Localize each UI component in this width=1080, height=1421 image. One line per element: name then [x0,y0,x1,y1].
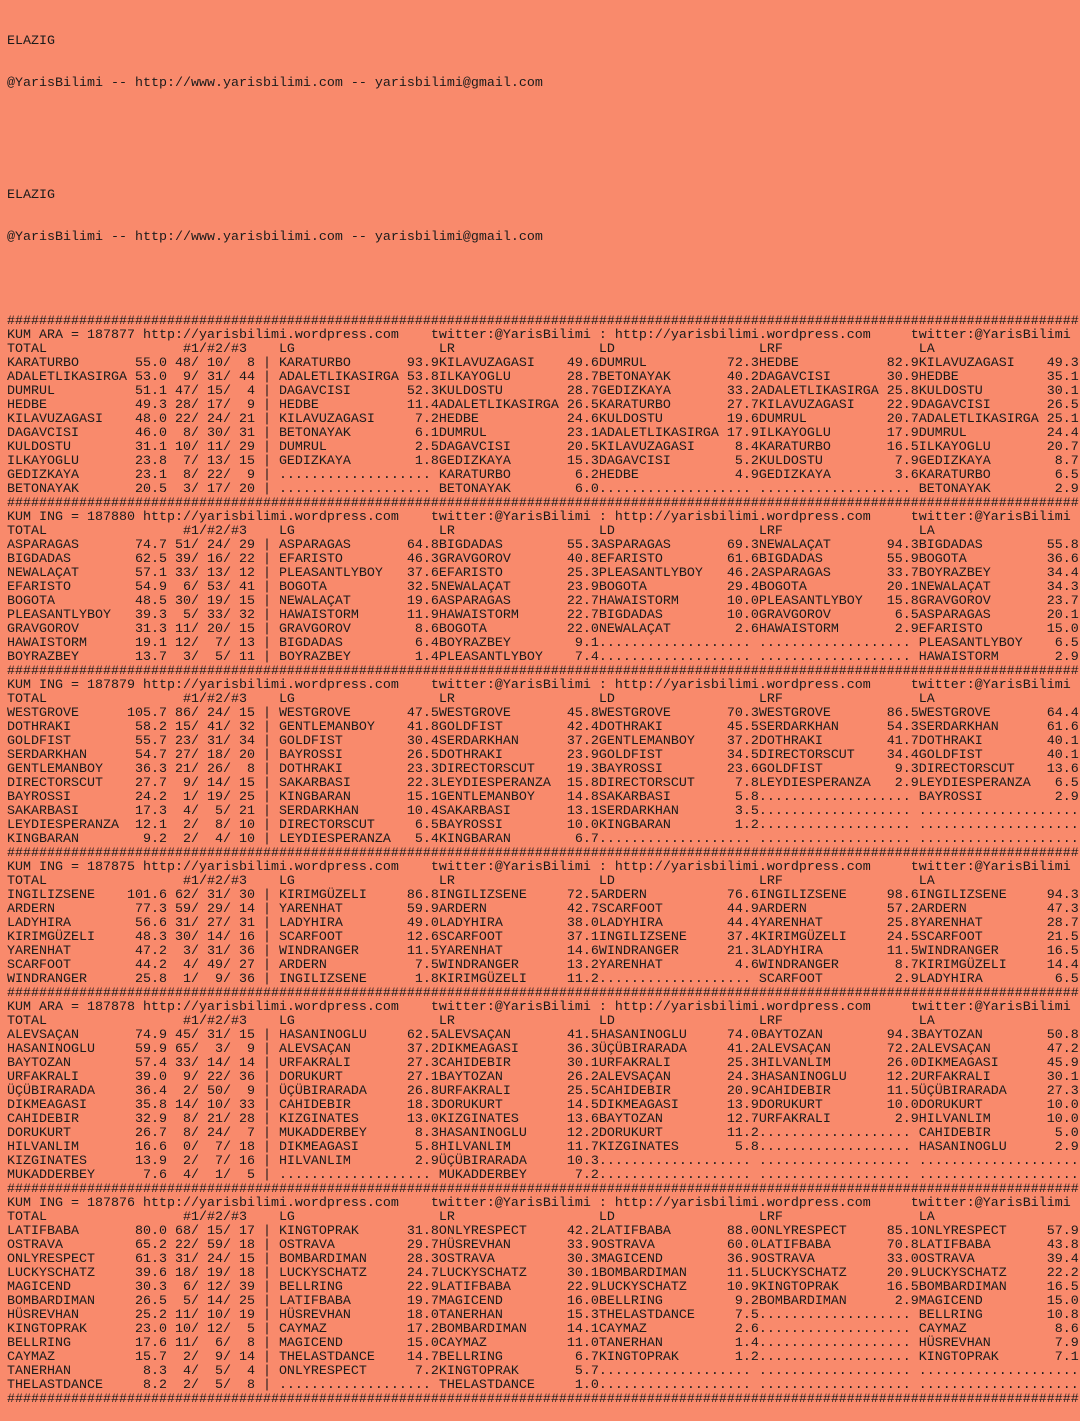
report-row: URFAKRALI 39.0 9/ 22/ 36 | DORUKURT 27.1BAYTOZAN 26.2ALEVSAÇAN 24.3HASANINOGLU 12.2URFAKRALI 30.1 [7,1070,1079,1085]
report-row: KIZGINATES 13.9 2/ 7/ 16 | HILVANLIM 2.9ÜÇÜBIRARADA 10.3................... ................... .................... [7,1154,1079,1169]
report-section [7,315,1080,497]
report-row: GRAVGOROV 31.3 11/ 20/ 15 | GRAVGOROV 8.6BOGOTA 22.0NEWALAÇAT 2.6HAWAISTORM 2.9EFARISTO 15.0 [7,622,1079,637]
report-row: DORUKURT 26.7 8/ 24/ 7 | MUKADDERBEY 8.3HASANINOGLU 12.2DORUKURT 11.2................... CAHIDEBIR 5.0 [7,1126,1079,1141]
report-row: DOTHRAKI 58.2 15/ 41/ 32 | GENTLEMANBOY 41.8GOLDFIST 42.4DOTHRAKI 45.5SERDARKHAN 54.3SERDARKHAN 61.6 [7,720,1079,735]
report-row: MAGICEND 30.3 6/ 12/ 39 | BELLRING 22.9LATIFBABA 22.9LUCKYSCHATZ 10.9KINGTOPRAK 16.5BOMBARDIMAN 16.5 [7,1280,1079,1295]
report-row: DUMRUL 51.1 47/ 15/ 4 | DAGAVCISI 52.3KULDOSTU 28.7GEDIZKAYA 33.2ADALETLIKASIRGA 25.8KULDOSTU 30.1 [7,384,1079,399]
report-row: BOGOTA 48.5 30/ 19/ 15 | NEWALAÇAT 19.6ASPARAGAS 22.7HAWAISTORM 10.0PLEASANTLYBOY 15.8GRAVGOROV 23.7 [7,594,1079,609]
track-name: ELAZIG [7,34,55,49]
section-column-headers: TOTAL #1/#2/#3 LG LR LD LRF LA [7,524,935,539]
report-section [7,497,1080,665]
report-section [7,665,1080,847]
report-row: BELLRING 17.6 11/ 6/ 8 | MAGICEND 15.0CAYMAZ 11.0TANERHAN 1.4................... HÜSREVHAN 7.9 [7,1336,1079,1351]
section-separator: ###################################################################################################################################### [7,846,1079,861]
report-row: MUKADDERBEY 7.6 4/ 1/ 5 | ................... MUKADDERBEY 7.2................... ................... .................... [7,1168,1079,1183]
section-separator: ###################################################################################################################################### [7,986,1079,1001]
report-row: DIKMEAGASI 35.8 14/ 10/ 33 | CAHIDEBIR 18.3DORUKURT 14.5DIKMEAGASI 13.9DORUKURT 10.0DORUKURT 10.0 [7,1098,1079,1113]
section-title: KUM ARA = 187878 http://yarisbilimi.wordpress.com twitter:@YarisBilimi : http://yarisbilimi.wordpress.com twitter:@YarisBilimi [7,1000,1071,1015]
report-row: ONLYRESPECT 61.3 31/ 24/ 15 | BOMBARDIMAN 28.3OSTRAVA 30.3MAGICEND 36.9OSTRAVA 33.0OSTRAVA 39.4 [7,1252,1079,1267]
report-row: BAYROSSI 24.2 1/ 19/ 25 | KINGBARAN 15.1GENTLEMANBOY 14.8SAKARBASI 5.8................... BAYROSSI 2.9 [7,790,1079,805]
report-section [7,847,1080,987]
track-name-repeat: ELAZIG [7,188,55,203]
report-row: LUCKYSCHATZ 39.6 18/ 19/ 18 | LUCKYSCHATZ 24.7LUCKYSCHATZ 30.1BOMBARDIMAN 11.5LUCKYSCHATZ 20.9LUCKYSCHATZ 22.2 [7,1266,1079,1281]
report-sections [7,315,1080,1407]
section-separator: ###################################################################################################################################### [7,1392,1079,1407]
report-row: ASPARAGAS 74.7 51/ 24/ 29 | ASPARAGAS 64.8BIGDADAS 55.3ASPARAGAS 69.3NEWALAÇAT 94.3BIGDADAS 55.8 [7,538,1079,553]
report-row: HEDBE 49.3 28/ 17/ 9 | HEDBE 11.4ADALETLIKASIRGA 26.5KARATURBO 27.7KILAVUZAGASI 22.9DAGAVCISI 26.5 [7,398,1079,413]
report-row: CAHIDEBIR 32.9 8/ 21/ 28 | KIZGINATES 13.0KIZGINATES 13.6BAYTOZAN 12.7URFAKRALI 2.9HILVANLIM 10.0 [7,1112,1079,1127]
report-row: HAWAISTORM 19.1 12/ 7/ 13 | BIGDADAS 6.4BOYRAZBEY 9.1................... ................... PLEASANTLYBOY 6.5 [7,636,1079,651]
terminal-report [7,7,1080,1407]
report-row: DIRECTORSCUT 27.7 9/ 14/ 15 | SAKARBASI 22.3LEYDIESPERANZA 15.8DIRECTORSCUT 7.8LEYDIESPERANZA 2.9LEYDIESPERANZA 6.5 [7,776,1079,791]
report-row: OSTRAVA 65.2 22/ 59/ 18 | OSTRAVA 29.7HÜSREVHAN 33.9OSTRAVA 60.0LATIFBABA 70.8LATIFBABA 43.8 [7,1238,1079,1253]
section-column-headers: TOTAL #1/#2/#3 LG LR LD LRF LA [7,692,935,707]
report-row: YARENHAT 47.2 3/ 31/ 36 | WINDRANGER 11.5YARENHAT 14.6WINDRANGER 21.3LADYHIRA 11.5WINDRANGER 16.5 [7,944,1079,959]
report-row: GENTLEMANBOY 36.3 21/ 26/ 8 | DOTHRAKI 23.3DIRECTORSCUT 19.3BAYROSSI 23.6GOLDFIST 9.3DIRECTORSCUT 13.6 [7,762,1079,777]
report-row: THELASTDANCE 8.2 2/ 5/ 8 | ................... THELASTDANCE 1.0................... ................... .................... [7,1378,1079,1393]
section-column-headers: TOTAL #1/#2/#3 LG LR LD LRF LA [7,874,935,889]
report-row: ALEVSAÇAN 74.9 45/ 31/ 15 | HASANINOGLU 62.5ALEVSAÇAN 41.5HASANINOGLU 74.0BAYTOZAN 94.3BAYTOZAN 50.8 [7,1028,1079,1043]
blank-line [7,273,1080,287]
report-row: BIGDADAS 62.5 39/ 16/ 22 | EFARISTO 46.3GRAVGOROV 40.8EFARISTO 61.6BIGDADAS 55.9BOGOTA 36.6 [7,552,1079,567]
report-row: KINGTOPRAK 23.0 10/ 12/ 5 | CAYMAZ 17.2BOMBARDIMAN 14.1CAYMAZ 2.6................... CAYMAZ 8.6 [7,1322,1079,1337]
report-row: TANERHAN 8.3 4/ 5/ 4 | ONLYRESPECT 7.2KINGTOPRAK 5.7................... ................... .................... [7,1364,1079,1379]
report-row: PLEASANTLYBOY 39.3 5/ 33/ 32 | HAWAISTORM 11.9HAWAISTORM 22.7BIGDADAS 10.0GRAVGOROV 6.5ASPARAGAS 20.1 [7,608,1079,623]
section-title: KUM ING = 187880 http://yarisbilimi.wordpress.com twitter:@YarisBilimi : http://yarisbilimi.wordpress.com twitter:@YarisBilimi [7,510,1071,525]
section-title: KUM ARA = 187877 http://yarisbilimi.wordpress.com twitter:@YarisBilimi : http://yarisbilimi.wordpress.com twitter:@YarisBilimi [7,328,1071,343]
report-row: LEYDIESPERANZA 12.1 2/ 8/ 10 | DIRECTORSCUT 6.5BAYROSSI 10.0KINGBARAN 1.2................... .................... [7,818,1079,833]
report-row: KILAVUZAGASI 48.0 22/ 24/ 21 | KILAVUZAGASI 7.2HEDBE 24.6KULDOSTU 19.6DUMRUL 20.7ADALETLIKASIRGA 25.1 [7,412,1079,427]
report-row: HILVANLIM 16.6 0/ 7/ 18 | DIKMEAGASI 5.8HILVANLIM 11.7KIZGINATES 5.8................... HASANINOGLU 2.9 [7,1140,1079,1155]
section-title: KUM ING = 187876 http://yarisbilimi.wordpress.com twitter:@YarisBilimi : http://yarisbilimi.wordpress.com twitter:@YarisBilimi [7,1196,1071,1211]
report-row: ADALETLIKASIRGA 53.0 9/ 31/ 44 | ADALETLIKASIRGA 53.8ILKAYOGLU 28.7BETONAYAK 40.2DAGAVCISI 30.9HEDBE 35.1 [7,370,1079,385]
report-row: ILKAYOGLU 23.8 7/ 13/ 15 | GEDIZKAYA 1.8GEDIZKAYA 15.3DAGAVCISI 5.2KULDOSTU 7.9GEDIZKAYA 8.7 [7,454,1079,469]
section-separator: ###################################################################################################################################### [7,314,1079,329]
report-row: BOMBARDIMAN 26.5 5/ 14/ 25 | LATIFBABA 19.7MAGICEND 16.0BELLRING 9.2BOMBARDIMAN 2.9MAGICEND 15.0 [7,1294,1079,1309]
report-row: KULDOSTU 31.1 10/ 11/ 29 | DUMRUL 2.5DAGAVCISI 20.5KILAVUZAGASI 8.4KARATURBO 16.5ILKAYOGLU 20.7 [7,440,1079,455]
report-row: HÜSREVHAN 25.2 11/ 10/ 19 | HÜSREVHAN 18.0TANERHAN 15.3THELASTDANCE 7.5................... BELLRING 10.8 [7,1308,1079,1323]
report-row: WESTGROVE 105.7 86/ 24/ 15 | WESTGROVE 47.5WESTGROVE 45.8WESTGROVE 70.3WESTGROVE 86.5WESTGROVE 64.4 [7,706,1079,721]
report-row: SCARFOOT 44.2 4/ 49/ 27 | ARDERN 7.5WINDRANGER 13.2YARENHAT 4.6WINDRANGER 8.7KIRIMGÜZELI 14.4 [7,958,1079,973]
section-title: KUM ING = 187879 http://yarisbilimi.wordpress.com twitter:@YarisBilimi : http://yarisbilimi.wordpress.com twitter:@YarisBilimi [7,678,1071,693]
report-row: BAYTOZAN 57.4 33/ 14/ 14 | URFAKRALI 27.3CAHIDEBIR 30.1URFAKRALI 25.3HILVANLIM 26.0DIKMEAGASI 45.9 [7,1056,1079,1071]
report-row: HASANINOGLU 59.9 65/ 3/ 9 | ALEVSAÇAN 37.2DIKMEAGASI 36.3ÜÇÜBIRARADA 41.2ALEVSAÇAN 72.2ALEVSAÇAN 47.2 [7,1042,1079,1057]
report-row: KINGBARAN 9.2 2/ 4/ 10 | LEYDIESPERANZA 5.4KINGBARAN 6.7................... ................... .................... [7,832,1079,847]
blank-lines [7,119,1080,161]
section-column-headers: TOTAL #1/#2/#3 LG LR LD LRF LA [7,1210,935,1225]
report-row: BETONAYAK 20.5 3/ 17/ 20 | ................... BETONAYAK 6.0................... ................... BETONAYAK 2.9 [7,482,1079,497]
report-row: LADYHIRA 56.6 31/ 27/ 31 | LADYHIRA 49.0LADYHIRA 38.0LADYHIRA 44.4YARENHAT 25.8YARENHAT 28.7 [7,916,1079,931]
report-row: WINDRANGER 25.8 1/ 9/ 36 | INGILIZSENE 1.8KIRIMGÜZELI 11.2................... SCARFOOT 2.9LADYHIRA 6.5 [7,972,1079,987]
report-row: INGILIZSENE 101.6 62/ 31/ 30 | KIRIMGÜZELI 86.8INGILIZSENE 72.5ARDERN 76.6INGILIZSENE 98.6INGILIZSENE 94.3 [7,888,1079,903]
section-separator: ###################################################################################################################################### [7,664,1079,679]
report-row: GEDIZKAYA 23.1 8/ 22/ 9 | ................... KARATURBO 6.2HEDBE 4.9GEDIZKAYA 3.6KARATURBO 6.5 [7,468,1079,483]
report-section [7,987,1080,1183]
section-column-headers: TOTAL #1/#2/#3 LG LR LD LRF LA [7,1014,935,1029]
section-separator: ###################################################################################################################################### [7,496,1079,511]
report-row: LATIFBABA 80.0 68/ 15/ 17 | KINGTOPRAK 31.8ONLYRESPECT 42.2LATIFBABA 88.0ONLYRESPECT 85.1ONLYRESPECT 57.9 [7,1224,1079,1239]
section-separator: ###################################################################################################################################### [7,1182,1079,1197]
section-column-headers: TOTAL #1/#2/#3 LG LR LD LRF LA [7,342,935,357]
report-row: ÜÇÜBIRARADA 36.4 2/ 50/ 9 | ÜÇÜBIRARADA 26.8URFAKRALI 25.5CAHIDEBIR 20.9CAHIDEBIR 11.5ÜÇÜBIRARADA 27.3 [7,1084,1079,1099]
report-row: GOLDFIST 55.7 23/ 31/ 34 | GOLDFIST 30.4SERDARKHAN 37.2GENTLEMANBOY 37.2DOTHRAKI 41.7DOTHRAKI 40.1 [7,734,1079,749]
report-section [7,1183,1080,1393]
report-row: CAYMAZ 15.7 2/ 9/ 14 | THELASTDANCE 14.7BELLRING 6.7KINGTOPRAK 1.2................... KINGTOPRAK 7.1 [7,1350,1079,1365]
report-row: BOYRAZBEY 13.7 3/ 5/ 11 | BOYRAZBEY 1.4PLEASANTLYBOY 7.4................... ................... HAWAISTORM 2.9 [7,650,1079,665]
report-row: SAKARBASI 17.3 4/ 5/ 21 | SERDARKHAN 10.4SAKARBASI 13.1SERDARKHAN 3.5................... .................... [7,804,1079,819]
report-row: KIRIMGÜZELI 48.3 30/ 14/ 16 | SCARFOOT 12.6SCARFOOT 37.1INGILIZSENE 37.4KIRIMGÜZELI 24.5SCARFOOT 21.5 [7,930,1079,945]
report-row: ARDERN 77.3 59/ 29/ 14 | YARENHAT 59.9ARDERN 42.7SCARFOOT 44.9ARDERN 57.2ARDERN 47.3 [7,902,1079,917]
report-row: EFARISTO 54.9 6/ 53/ 41 | BOGOTA 32.5NEWALAÇAT 23.9BOGOTA 29.4BOGOTA 20.1NEWALAÇAT 34.3 [7,580,1079,595]
contact-line-repeat: @YarisBilimi -- http://www.yarisbilimi.com -- yarisbilimi@gmail.com [7,230,543,245]
section-title: KUM ING = 187875 http://yarisbilimi.wordpress.com twitter:@YarisBilimi : http://yarisbilimi.wordpress.com twitter:@YarisBilimi [7,860,1071,875]
report-row: NEWALAÇAT 57.1 33/ 13/ 12 | PLEASANTLYBOY 37.6EFARISTO 25.3PLEASANTLYBOY 46.2ASPARAGAS 33.7BOYRAZBEY 34.4 [7,566,1079,581]
report-row: SERDARKHAN 54.7 27/ 18/ 20 | BAYROSSI 26.5DOTHRAKI 23.9GOLDFIST 34.5DIRECTORSCUT 34.4GOLDFIST 40.1 [7,748,1079,763]
contact-line: @YarisBilimi -- http://www.yarisbilimi.com -- yarisbilimi@gmail.com [7,76,543,91]
report-row: DAGAVCISI 46.0 8/ 30/ 31 | BETONAYAK 6.1DUMRUL 23.1ADALETLIKASIRGA 17.9ILKAYOGLU 17.9DUMRUL 24.4 [7,426,1079,441]
report-row: KARATURBO 55.0 48/ 10/ 8 | KARATURBO 93.9KILAVUZAGASI 49.6DUMRUL 72.3HEDBE 82.9KILAVUZAGASI 49.3 [7,356,1079,371]
